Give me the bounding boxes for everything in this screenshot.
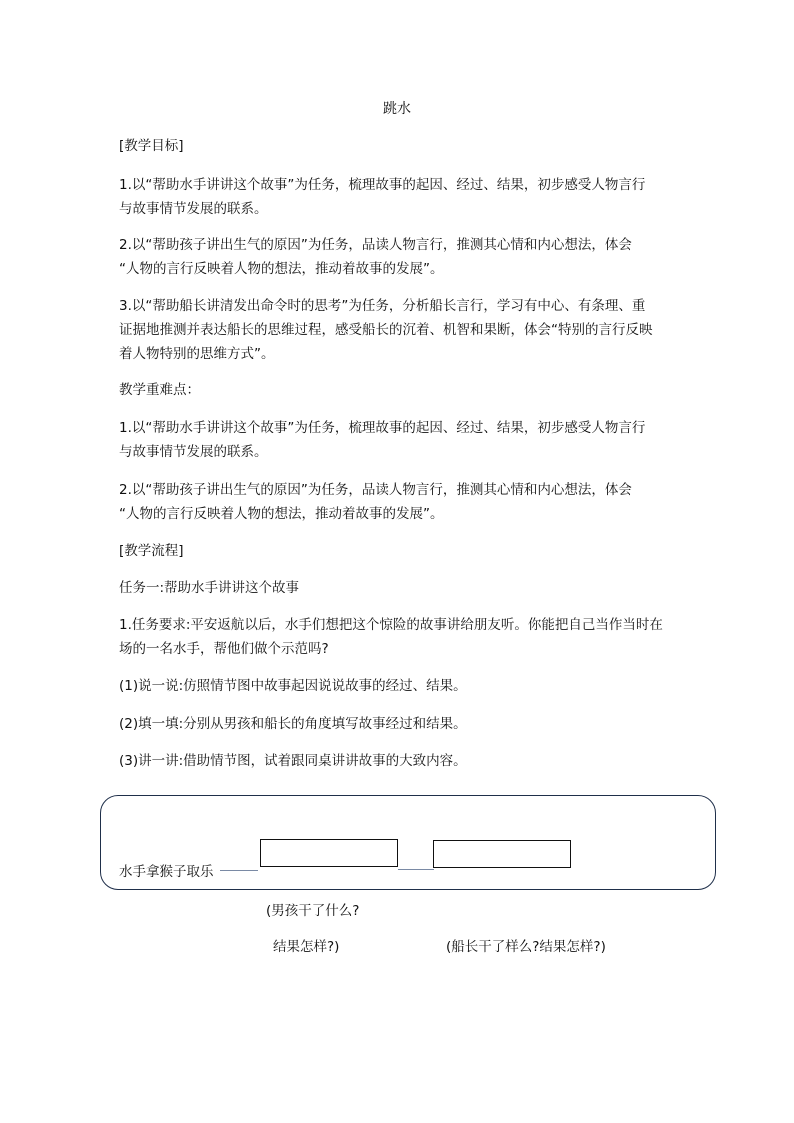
plot-caption-boy: (男孩干了什么?	[266, 903, 360, 919]
task-requirement-line-2: 场的一名水手，帮他们做个示范吗?	[119, 641, 329, 657]
plot-caption-boy-result: 结果怎样?)	[273, 939, 340, 955]
plot-box-captain[interactable]	[433, 840, 571, 868]
plot-caption-captain: (船长干了样么?结果怎样?)	[446, 939, 606, 955]
plot-box-boy[interactable]	[260, 839, 398, 867]
task-one-heading: 任务一:帮助水手讲讲这个故事	[119, 580, 300, 596]
plot-connector-middle	[398, 869, 434, 870]
objective-3-line-2: 证据地推测并表达船长的思维过程，感受船长的沉着、机智和果断，体会“特别的言行反映	[119, 322, 653, 338]
section-heading-keypoints: 教学重难点：	[119, 382, 200, 398]
objective-1-line-2: 与故事情节发展的联系。	[119, 201, 268, 217]
task-requirement-line-1: 1.任务要求:平安返航以后，水手们想把这个惊险的故事讲给朋友听。你能把自己当作当时在	[119, 617, 663, 633]
step-2: (2)填一填:分别从男孩和船长的角度填写故事经过和结果。	[119, 716, 467, 732]
keypoint-1-line-2: 与故事情节发展的联系。	[119, 444, 268, 460]
document-title: 跳水	[383, 101, 411, 117]
objective-3-line-1: 3.以“帮助船长讲清发出命令时的思考”为任务，分析船长言行，学习有中心、有条理、重	[119, 298, 646, 314]
plot-connector-start	[220, 870, 258, 871]
objective-1-line-1: 1.以“帮助水手讲讲这个故事”为任务，梳理故事的起因、经过、结果，初步感受人物言行	[119, 177, 646, 193]
section-heading-objectives: [教学目标]	[119, 138, 184, 154]
step-1: (1)说一说:仿照情节图中故事起因说说故事的经过、结果。	[119, 678, 467, 694]
section-heading-process: [教学流程]	[119, 543, 184, 559]
plot-start-label: 水手拿猴子取乐	[119, 864, 214, 880]
keypoint-1-line-1: 1.以“帮助水手讲讲这个故事”为任务，梳理故事的起因、经过、结果，初步感受人物言行	[119, 420, 646, 436]
step-3: (3)讲一讲:借助情节图，试着跟同桌讲讲故事的大致内容。	[119, 753, 467, 769]
keypoint-2-line-1: 2.以“帮助孩子讲出生气的原因”为任务，品读人物言行，推测其心情和内心想法，体会	[119, 482, 632, 498]
objective-3-line-3: 着人物特别的思维方式”。	[119, 346, 275, 362]
keypoint-2-line-2: “人物的言行反映着人物的想法，推动着故事的发展”。	[119, 506, 444, 522]
objective-2-line-1: 2.以“帮助孩子讲出生气的原因”为任务，品读人物言行，推测其心情和内心想法，体会	[119, 237, 632, 253]
objective-2-line-2: “人物的言行反映着人物的想法，推动着故事的发展”。	[119, 261, 444, 277]
